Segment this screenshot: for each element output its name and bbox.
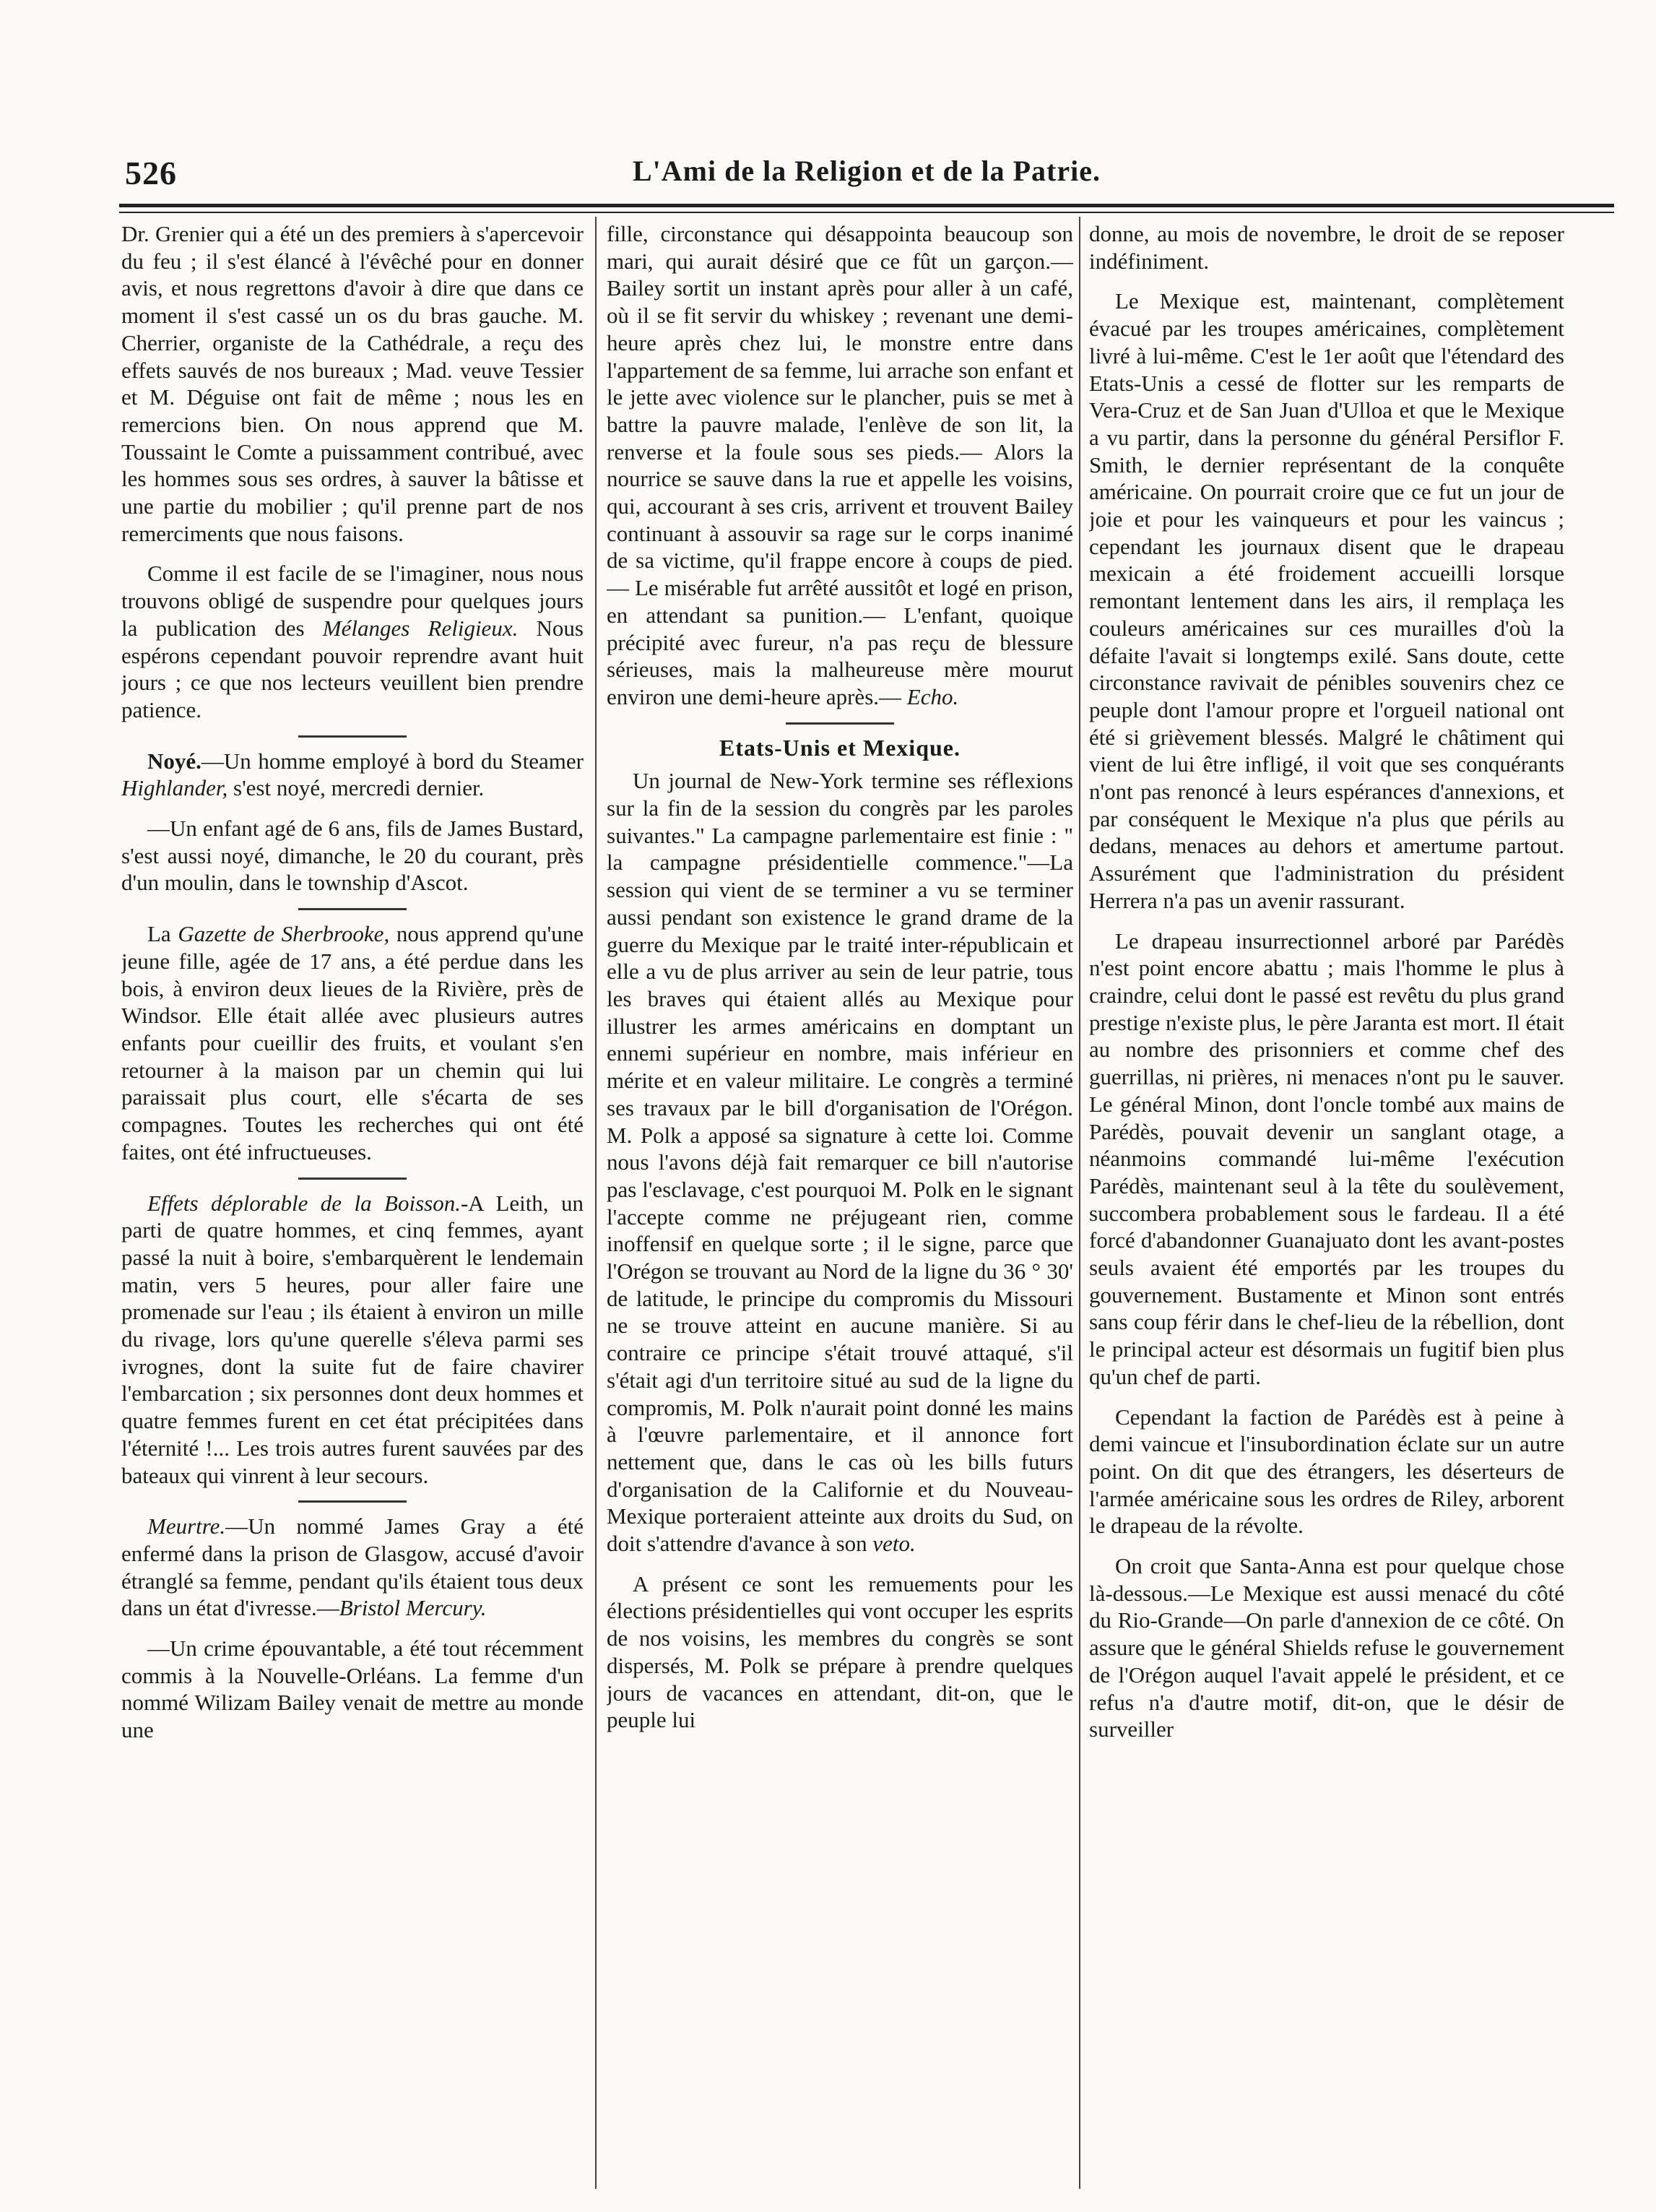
header-rule-thick [119, 204, 1614, 207]
drapeau-paragraph: Le drapeau insurrectionnel arboré par Parédès n'est point encore abattu ; mais l'homme le plus à craindre, celui dont le passé est revêtu du plus grand prestige n'existe plus, le père Jaranta est mort. Il était au nombre des prisonniers et comme chef des guerrillas, ni prières, ni menaces n'ont pu le sauver. Le général Minon, dont l'oncle tombé aux mains de Parédès, pouvait devenir un sanglant otage, a néanmoins commandé lui-même l'exécution Parédès, maintenant seul à la tête du soulèvement, succombera probablement sous le fardeau. Il a été forcé d'abandonner Guanajuato dont les avant-postes seuls avaient été emportés par les troupes du gouvernement. Bustamente et Minon sont entrés sans coup férir dans le chef-lieu de la rébellion, dont le principal acteur est désormais un fugitif bien plus qu'un chef de parti. [1089, 928, 1564, 1389]
column-1 [121, 220, 584, 2185]
source-credit: Bristol Mercury. [339, 1595, 487, 1621]
ship-name: Highlander, [121, 775, 228, 801]
noye-paragraph [121, 748, 584, 802]
text-run: nous apprend qu'une jeune fille, agée de 17 ans, a été perdue dans les bois, à environ deux lieues de la Rivière, près de Windsor. Elle était allée avec plusieurs autres enfants pour cueillir des fruits, et voulant s'en retourner à la maison par un chemin qui lui paraissait plus court, elle s'écarta de ses compagnes. Toutes les recherches qui ont été faites, ont été infructueuses. [121, 921, 584, 1165]
newspaper-title: Gazette de Sherbrooke, [178, 921, 390, 947]
page-header [119, 148, 1614, 199]
column-2 [607, 220, 1073, 2185]
text-run: —Un homme employé à bord du Steamer [201, 748, 584, 774]
donne-paragraph: donne, au mois de novembre, le droit de se reposer indéfiniment. [1089, 221, 1564, 274]
mexique-paragraph: Le Mexique est, maintenant, complètement évacué par les troupes américaines, complètement livré à lui-même. C'est le 1er août que l'étendard des Etats-Unis a cessé de flotter sur les remparts de Vera-Cruz et de San Juan d'Ulloa et que le Mexique a vu partir, dans la personne du général Persiflor F. Smith, le dernier représentant de la conquête américaine. On pourrait croire que ce fut un jour de joie et pour les vainqueurs et pour les vaincus ; cependant les journaux disent que le drapeau mexicain a été froidement accueilli lorsque remontant lentement dans les airs, il remplaça les couleurs américaines sur ces murailles d'où la défaite l'avait si longtemps exilé. Sans doute, cette circonstance ravivait de pénibles souvenirs chez ce peuple dont l'amour propre et l'orgueil national ont été si grièvement blessés. Malgré le châtiment qui vient de lui être infligé, il voit que ses conquérants n'ont pas renoncé à leurs espérances d'annexions, et par conséquent le Mexique n'a plus que périls au dedans, menaces au dehors et amertume partout. Assurément que l'administration du président Herrera n'a pas un avenir rassurant. [1089, 288, 1564, 913]
article-kicker: Effets déplorable de la Boisson. [147, 1190, 461, 1216]
melanges-paragraph [121, 560, 584, 723]
article-separator [298, 735, 407, 738]
text-run: Comme il est facile de se l'imaginer, nous nous trouvons obligé de suspendre pour quelques jours la publication des [121, 561, 584, 641]
veto-word: veto. [872, 1531, 916, 1557]
text-run: Nous espérons cependant pouvoir reprendre avant huit jours ; ce que nos lecteurs veuillent bien prendre patience. [121, 615, 584, 722]
gazette-paragraph [121, 920, 584, 1165]
journal-paragraph [607, 767, 1073, 1557]
article-kicker: Noyé. [147, 748, 201, 774]
column-divider [1079, 217, 1080, 2189]
santa-anna-paragraph: On croit que Santa-Anna est pour quelque chose là-dessous.—Le Mexique est aussi menacé du côté du Rio-Grande—On parle d'annexion de ce côté. On assure que le général Shields refuse le gouvernement de l'Orégon auquel l'avait appelé le président, et ce refus n'a d'autre motif, dit-on, que le désir de surveiller [1089, 1553, 1564, 1742]
article-separator [786, 722, 894, 725]
header-rule-thin [119, 212, 1614, 213]
column-3 [1089, 220, 1564, 2185]
article-kicker: Meurtre. [147, 1513, 226, 1539]
article-separator [298, 908, 407, 910]
text-run: Un journal de New-York termine ses réflexions sur la fin de la session du congrès par les paroles suivantes." La campagne parlementaire est finie : " la campagne présidentielle commence."—La session qui vient de se terminer a vu se terminer aussi pendant son existence le grand drame de la guerre du Mexique par le traité inter-républicain et elle a vu de plus arriver au sein de leur patrie, tous les braves qui étaient allés au Mexique pour illustrer les armes américains en domptant un ennemi supérieur en nombre, mais inférieur en mérite et en valeur militaire. Le congrès a terminé ses travaux par le bill d'organisation de l'Orégon. M. Polk a apposé sa signature à cette loi. Comme nous l'avons déjà fait remarquer ce bill n'autorise pas l'esclavage, c'est pourquoi M. Polk en le signant l'accepte comme ne préjugeant rien, comme inoffensif en quelque sorte ; il le signe, parce que l'Orégon se trouvant au Nord de la ligne du 36 ° 30' de latitude, le principe du compromis du Missouri ne se trouve atteint en aucune manière. Si au contraire ce principe s'était trouvé attaqué, s'il s'était agi d'un territoire situé au sud de la ligne du compromis, M. Polk n'aurait point donné les mains à l'œuvre parlementaire, et il annonce fort nettement que, dans le cas où les bills futurs d'organisation de la Californie et du Nouveau-Mexique porteraient atteinte aux droits du Sud, on doit s'attendre d'avance à son [607, 768, 1073, 1557]
remuements-paragraph: A présent ce sont les remuements pour les élections présidentielles qui vont occuper les esprits de nos voisins, les membres du congrès se sont dispersés, M. Polk se prépare à prendre quelques jours de vacances en attendant, dit-on, que le peuple lui [607, 1571, 1073, 1733]
bustard-paragraph: —Un enfant agé de 6 ans, fils de James Bustard, s'est aussi noyé, dimanche, le 20 du courant, près d'un moulin, dans le township d'Ascot. [121, 816, 584, 896]
column-divider [595, 217, 597, 2189]
crime-paragraph: —Un crime épouvantable, a été tout récemment commis à la Nouvelle-Orléans. La femme d'un nommé Wilizam Bailey venait de mettre au monde une [121, 1636, 584, 1743]
meurtre-paragraph [121, 1513, 584, 1622]
text-run: -A Leith, un parti de quatre hommes, et cinq femmes, ayant passé la nuit à boire, s'embarquèrent le lendemain matin, vers 5 heures, pour aller faire une promenade sur l'eau ; ils étaient à environ un mille du rivage, lors qu'une querelle s'éleva parmi ses ivrognes, dont la suite fut de faire chavirer l'embarcation ; six personnes dont deux hommes et quatre femmes furent en cet état précipitées dans l'éternité !... Les trois autres furent sauvées par des bateaux qui vinrent à leur secours. [121, 1190, 584, 1488]
fire-paragraph: Dr. Grenier qui a été un des premiers à s'apercevoir du feu ; il s'est élancé à l'évêché pour en donner avis, et nous regrettons d'avoir à dire que dans ce moment il s'est cassé un os du bras gauche. M. Cherrier, organiste de la Cathédrale, a reçu des effets sauvés de nos bureaux ; Mad. veuve Tessier et M. Déguise ont fait de même ; nous les en remercions bien. On nous apprend que M. Toussaint le Comte a puissamment contribué, avec les hommes sous ses ordres, à sauver la bâtisse et une partie du mobilier ; qu'il prenne part de nos remerciments que nous faisons. [121, 221, 584, 546]
section-heading: Etats-Unis et Mexique. [719, 734, 961, 761]
publication-title: Mélanges Religieux. [322, 615, 519, 641]
article-separator [298, 1178, 407, 1180]
text-run: La [147, 921, 178, 947]
text-run: s'est noyé, mercredi dernier. [227, 775, 485, 801]
faction-paragraph: Cependant la faction de Parédès est à peine à demi vaincue et l'insubordination éclate sur un autre point. On dit que des étrangers, les déserteurs de l'armée américaine sous les ordres de Riley, arborent le drapeau de la révolte. [1089, 1404, 1564, 1539]
running-title: L'Ami de la Religion et de la Patrie. [632, 155, 1101, 187]
effets-paragraph [121, 1190, 584, 1490]
text-run: fille, circonstance qui désappointa beaucoup son mari, qui aurait désiré que ce fût un garçon.—Bailey sortit un instant après pour aller à un café, où il se fit servir du whiskey ; revenant une demi-heure après chez lui, le monstre entre dans l'appartement de sa femme, lui arrache son enfant et le jette avec violence sur le plancher, puis se met à battre la pauvre malade, l'enlève de son lit, la renverse et la foule sous ses pieds.— Alors la nourrice se sauve dans la rue et appelle les voisins, qui, accourant à ses cris, arrivent et trouvent Bailey continuant à assouvir sa rage sur le corps inanimé de sa victime, qu'il frappe encore à coups de pied.— Le misérable fut arrêté aussitôt et logé en prison, en attendant sa punition.— L'enfant, quoique précipité avec fureur, n'a pas reçu de blessure sérieuses, mais la malheureuse mère mourut environ une demi-heure après.— [607, 221, 1073, 709]
source-credit: Echo. [906, 683, 959, 709]
bailey-paragraph [607, 220, 1073, 711]
page-number: 526 [125, 155, 177, 191]
article-separator [298, 1500, 407, 1503]
text-run: —Un nommé James Gray a été enfermé dans la prison de Glasgow, accusé d'avoir étranglé sa femme, pendant qu'ils étaient tous deux dans un état d'ivresse.— [121, 1513, 584, 1621]
